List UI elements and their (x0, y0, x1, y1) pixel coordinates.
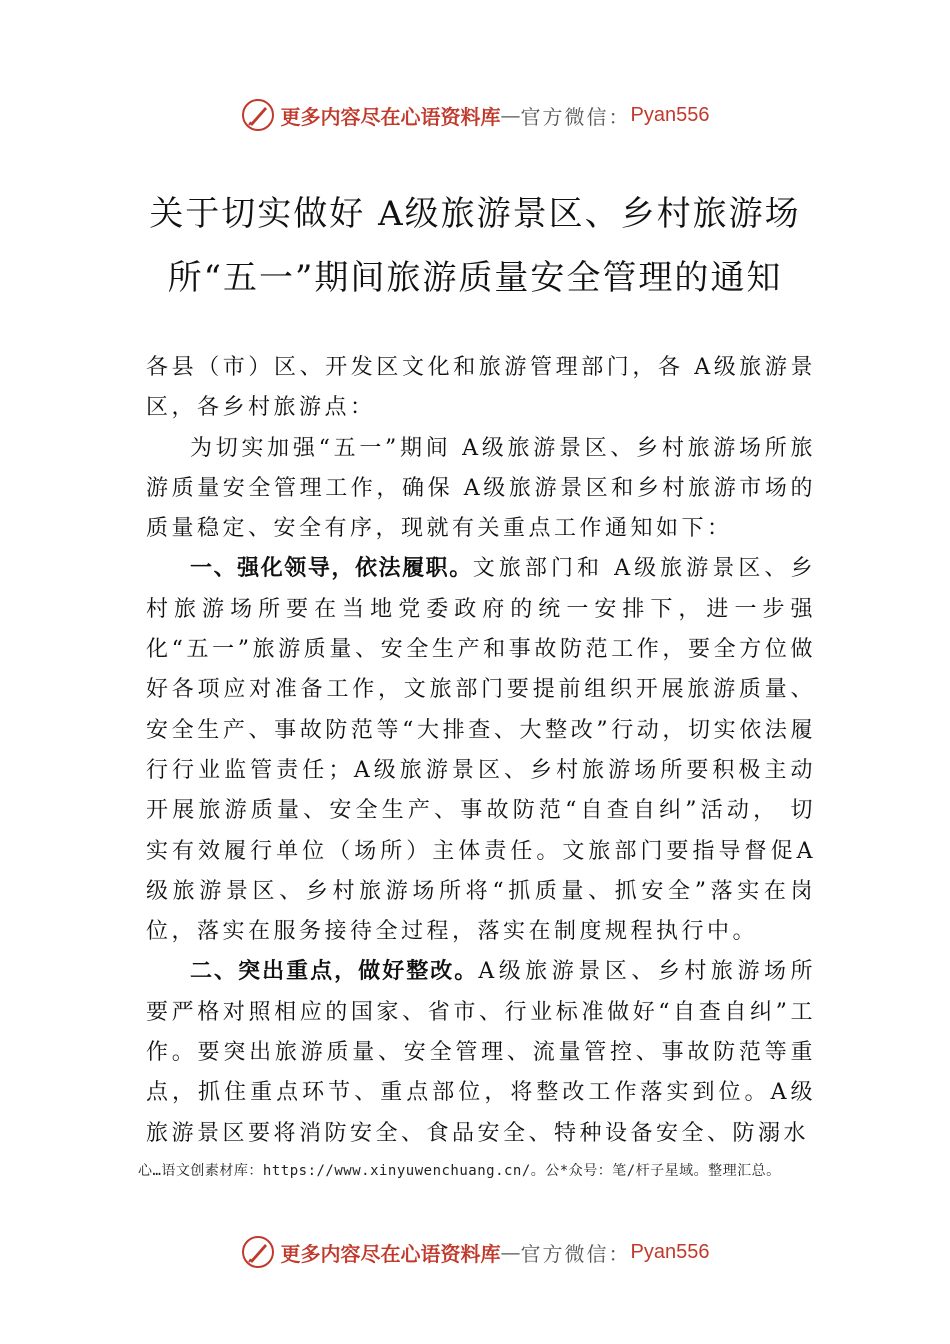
section-2-heading: 二、突出重点，做好整改。 (190, 959, 479, 985)
banner-wechat-id: Pyan556 (630, 1240, 710, 1263)
document-title (60, 182, 890, 310)
banner-wechat-label: 官方微信： (520, 104, 631, 129)
section-1-text: 文旅部门和 A级旅游景区、乡村旅游场所要在当地党委政府的统一安排下，进一步强化“五一”旅游质量、安全生产和事故防范工作，要全方位做好各项应对准备工作，文旅部门要提前组织开展旅游质量、 安全生产、事故防范等“大排查、大整改”行动，切实依法履行行业监管责任；A级旅游景区、乡村旅游场所要积极主动开展旅游质量、安全生产、事故防范“自查自纠”活动， 切实有效履行单位（场所）主体责任。文旅部门要指导督促A级旅游景区、乡村旅游场所将“抓质量、抓安全”落实在岗位，落实在服务接待全过程，落实在制度规程执行中。 (146, 556, 816, 945)
document-body (146, 348, 816, 1154)
section-1-heading: 一、强化领导，依法履职。 (190, 556, 473, 582)
quill-pen-icon (241, 1235, 275, 1269)
intro-paragraph: 为切实加强“五一”期间 A级旅游景区、乡村旅游场所旅游质量安全管理工作，确保 A级旅游景区和乡村旅游市场的质量稳定、安全有序，现就有关重点工作通知如下： (146, 435, 816, 542)
source-footnote: 心…语文创素材库：https://www.xinyuwenchuang.cn/。公*众号：笔/杆子星域。整理汇总。 (138, 1163, 781, 1179)
title-line-2: 所“五一”期间旅游质量安全管理的通知 (167, 258, 783, 298)
salutation: 各县（市）区、开发区文化和旅游管理部门，各 A级旅游景区，各乡村旅游点： (146, 355, 816, 421)
quill-pen-icon (241, 98, 275, 132)
section-1-paragraph (146, 549, 816, 952)
title-line-1: 关于切实做好 A级旅游景区、乡村旅游场 (149, 194, 801, 234)
banner-library-text: 更多内容尽在心语资料库 (280, 1241, 501, 1266)
watermark-banner-bottom (0, 1232, 950, 1272)
banner-wechat-label: 官方微信： (520, 1241, 631, 1266)
section-2-paragraph (146, 952, 816, 1153)
section-2-text: A级旅游景区、乡村旅游场所要严格对照相应的国家、省市、行业标准做好“自查自纠”工作。要突出旅游质量、安全管理、流量管控、事故防范等重点，抓住重点环节、重点部位，将整改工作落实到位。A级旅游景区要将消防安全、食品安全、特种设备安全、防溺水 (146, 959, 816, 1146)
banner-library-text: 更多内容尽在心语资料库 (280, 104, 501, 129)
watermark-banner-top (0, 95, 950, 135)
banner-separator: — (500, 103, 521, 127)
banner-separator: — (500, 1240, 521, 1264)
banner-wechat-id: Pyan556 (630, 103, 710, 126)
